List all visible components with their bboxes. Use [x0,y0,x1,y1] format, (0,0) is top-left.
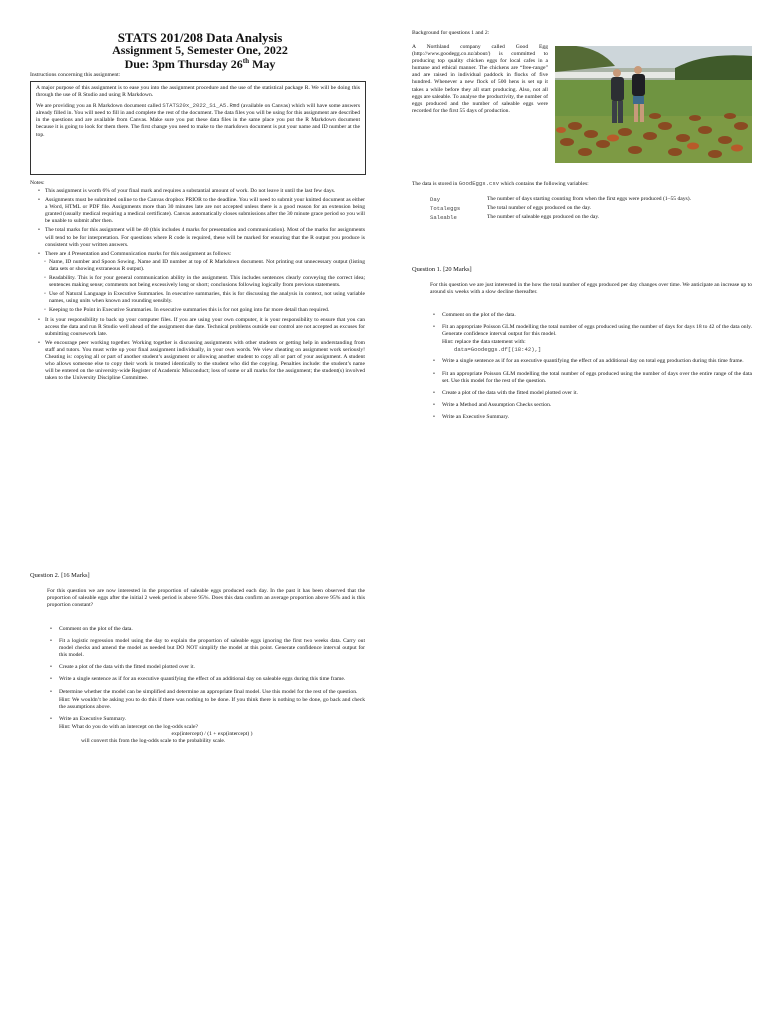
background-text: A Northland company called Good Egg (http://www.goodegg.co.nz/about/) is committed to producing top quality chicken eggs for local cafes in a humane and ethical manner. The chickens are “free-range” and are raised in individual paddock in flocks of five hundred. Whenever a new flock of 500 hens is set up it takes a while before they all start producing. Also, not all eggs are saleable. To analyse the productivity, the number of eggs produced and the number of saleable eggs were recorded for the first 55 days of production. [412,44,548,114]
variable-description: The number of days starting counting from when the first eggs were produced (1–55 days). [487,196,691,202]
variable-name: Totaleggs [430,205,461,212]
note-item: • Assignments must be submitted online to the Canvas dropbox PRIOR to the deadline. You will need to submit your knitted document as either a Word, HTML or PDF file. Assignments more than 30 minutes late are not accepted unless there is a good reason for an extension being granted (usually medical requiring a medical certificate). Canvas automatically closes submissions after the 30 minute grace period so you will be unable to submit after then. [45,197,365,225]
q2-hint: Hint: We wouldn’t be asking you to do this if there was nothing to be done. If you think there is nothing to be done, go back and check the assumptions above. [59,696,365,710]
instructions-heading: Instructions concerning this assignment: [30,72,121,78]
q2-task: • Write a single sentence as if for an executive quantifying the effect of an additional day on saleable eggs during this time frame. [59,676,365,683]
q1-task: • Write a Method and Assumption Checks section. [442,402,752,409]
data-description: The data is stored in GoodEggs.csv which contains the following variables: [412,180,589,187]
q2-hint-formula: exp(intercept) / (1 + exp(intercept) ) [171,731,253,738]
note-item: • It is your responsibility to back up your computer files. If you are using your own computer, it is your responsibility to ensure that you can access the data and run R Studio well ahead of the assignment due date. Technical problems outside our control are not accepted as excuses for submitting coursework late. [45,317,365,338]
instructions-box [30,81,366,175]
farm-photo [555,46,752,163]
question-2-heading: Question 2. [16 Marks] [30,572,90,579]
instructions-paragraph-2: We are providing you an R Markdown document called STATS20x_2022_S1_A5.Rmd (available on Canvas) which will have some answers already filled in. You will need to fill in and complete the rest of the document. The data files you will be using for this assignment are described in the questions and are available from Canvas. Make sure you put these data files in the same place you put the R Markdown document because it is going to look for them there. The first change you need to make to the markdown document is put your name and ID number at the top. [36,102,361,138]
question-2-intro: For this question we are now interested in the proportion of saleable eggs produced each day. In the past it has been observed that the proportion of saleable eggs after the initial 2 week period is above 95%. Does this data confirm an average proportion above 95% and is this proportion constant? [47,588,365,609]
question-2-tasks [47,626,365,750]
notes-heading: Notes: [30,180,45,186]
q1-hint: Hint: replace the data statement with: [442,339,526,346]
course-title: STATS 201/208 Data Analysis [117,30,283,45]
instructions-paragraph-1: A major purpose of this assignment is to ease you into the assignment procedure and the use of the statistical package R. We will be doing this through the use of R Studio and using R Markdown. [36,85,360,99]
q2-hint-line: will convert this from the log-odds scale to the probability scale. [81,738,226,745]
note-item: • This assignment is worth 6% of your final mark and requires a substantial amount of work. Do not leave it until the last few days. [45,188,365,195]
due-date: Due: 3pm Thursday 26th May [124,57,276,71]
q1-task: • Write a single sentence as if for an executive quantifying the effect of an additional day on total egg production during this time frame. [442,358,752,365]
q1-task: • Fit an appropriate Poisson GLM modelling the total number of eggs produced using the number of days over the entire range of the data set. Use this model for the rest of the question. [442,371,752,385]
variables-table [430,196,750,223]
q1-hint-code: data=Goodeggs.df[(18:42),] [454,346,542,354]
rmd-filename: STATS20x_2022_S1_A5.Rmd [162,102,240,110]
background-heading: Background for questions 1 and 2: [412,30,490,36]
variable-row [430,214,750,223]
q1-task: • Fit an appropriate Poisson GLM modelling the total number of eggs produced using the number of days for days 18 to 42 of the data only. Generate confidence interval output for this model. Hint: replace the data statement with: data=Goodeggs.df[(18:42),] [442,324,752,353]
q2-task: • Determine whether the model can be simplified and determine an appropriate final model. Use this model for the rest of the question. Hint: We wouldn’t be asking you to do this if there was nothing to be done. If you think there is nothing to be done, go back and check the assumptions above. [59,689,365,711]
q1-task: • Comment on the plot of the data. [442,312,752,319]
variable-row [430,205,750,214]
q1-task: • Write an Executive Summary. [442,414,752,421]
notes-section [37,188,365,384]
note-item: • The total marks for this assignment will be 40 (this includes 4 marks for presentation and communication). Most of the marks for assignments will tend to be for interpretation. For questions where R code is required, these will be marked for ensuring that the R output you produce is consistent with your written answers. [45,227,365,248]
sub-note-item: ◦ Keeping to the Point in Executive Summaries. In executive summaries this is for not going into far more detail than required. [49,307,365,314]
q2-hint-line: Hint: What do you do with an intercept on the log-odds scale? [59,723,198,730]
q2-task: • Write an Executive Summary. Hint: What do you do with an intercept on the log-odds scale? exp(intercept) / (1 + exp(intercept) ) will convert this from the log-odds scale to the probability scale. [59,716,365,745]
q1-task: • Create a plot of the data with the fitted model plotted over it. [442,390,752,397]
note-item: • There are 4 Presentation and Communication marks for this assignment as follows: ◦ Name, ID number and Spoon Sowing. Name and ID number at top of R Markdown document. Not printing out unnecessary output (listing data sets or showing extraneous R output). ◦ Readability. This is for your general communication ability in the assignment. This includes sentences clearly conveying the correct idea; sentences making sense; comments not being excessively long or short; conclusions following logically from previous statements. ◦ Use of Natural Language in Executive Summaries. In executive summaries, this is for discussing the analysis in context, not using variable names, using units when known and rounding sensibly. ◦ Keeping to the Point in Executive Summaries. In executive summaries this is for not going into far more detail than required. [45,251,365,315]
farm-photo-illustration [555,46,752,163]
note-item: • We encourage peer working together. Working together is discussing assignments with other students or getting help in understanding from staff and tutors. You must write up your final assignment individually, in your own words. We view cheating on assignment work seriously! Cheating is: copying all or part of another student’s assignment or allowing another student to copy all or part of your assignment. A student who allows someone else to copy their work is treated identically to the student who did the copying. Penalties include: the student’s name will be entered on the university-wide Register of Academic Misconduct; loss of some or all marks for the assignment; the student(s) involved taken to the University Discipline Committee. [45,340,365,383]
variable-name: Day [430,196,441,203]
q2-task: • Create a plot of the data with the fitted model plotted over it. [59,664,365,671]
variable-description: The number of saleable eggs produced on the day. [487,214,600,220]
sub-note-item: ◦ Name, ID number and Spoon Sowing. Name and ID number at top of R Markdown document. Not printing out unnecessary output (listing data sets or showing extraneous R output). [49,259,365,273]
question-1-intro: For this question we are just interested in the how the total number of eggs produced per day changes over time. We anticipate an increase up to around six weeks with a slow decline thereafter. [430,282,752,296]
assignment-title: Assignment 5, Semester One, 2022 [112,43,288,57]
question-1-heading: Question 1. [20 Marks] [412,266,472,273]
sub-note-item: ◦ Readability. This is for your general communication ability in the assignment. This includes sentences clearly conveying the correct idea; sentences making sense; comments not being excessively long or short; conclusions following logically from previous statements. [49,275,365,289]
question-1-tasks [430,312,752,426]
variable-description: The total number of eggs produced on the day. [487,205,592,211]
variable-row [430,196,750,205]
q2-task: • Comment on the plot of the data. [59,626,365,633]
sub-note-item: ◦ Use of Natural Language in Executive Summaries. In executive summaries, this is for discussing the analysis in context, not using variable names, using units when known and rounding sensibly. [49,291,365,305]
variable-name: Saleable [430,214,457,221]
data-filename: GoodEggs.csv [458,180,500,187]
q2-task: • Fit a logistic regression model using the day to explain the proportion of saleable eggs ignoring the first two weeks data. Carry out model checks and amend the model as needed but DO NOT simplify the model at this point. Generate confidence interval output for this model. [59,638,365,659]
